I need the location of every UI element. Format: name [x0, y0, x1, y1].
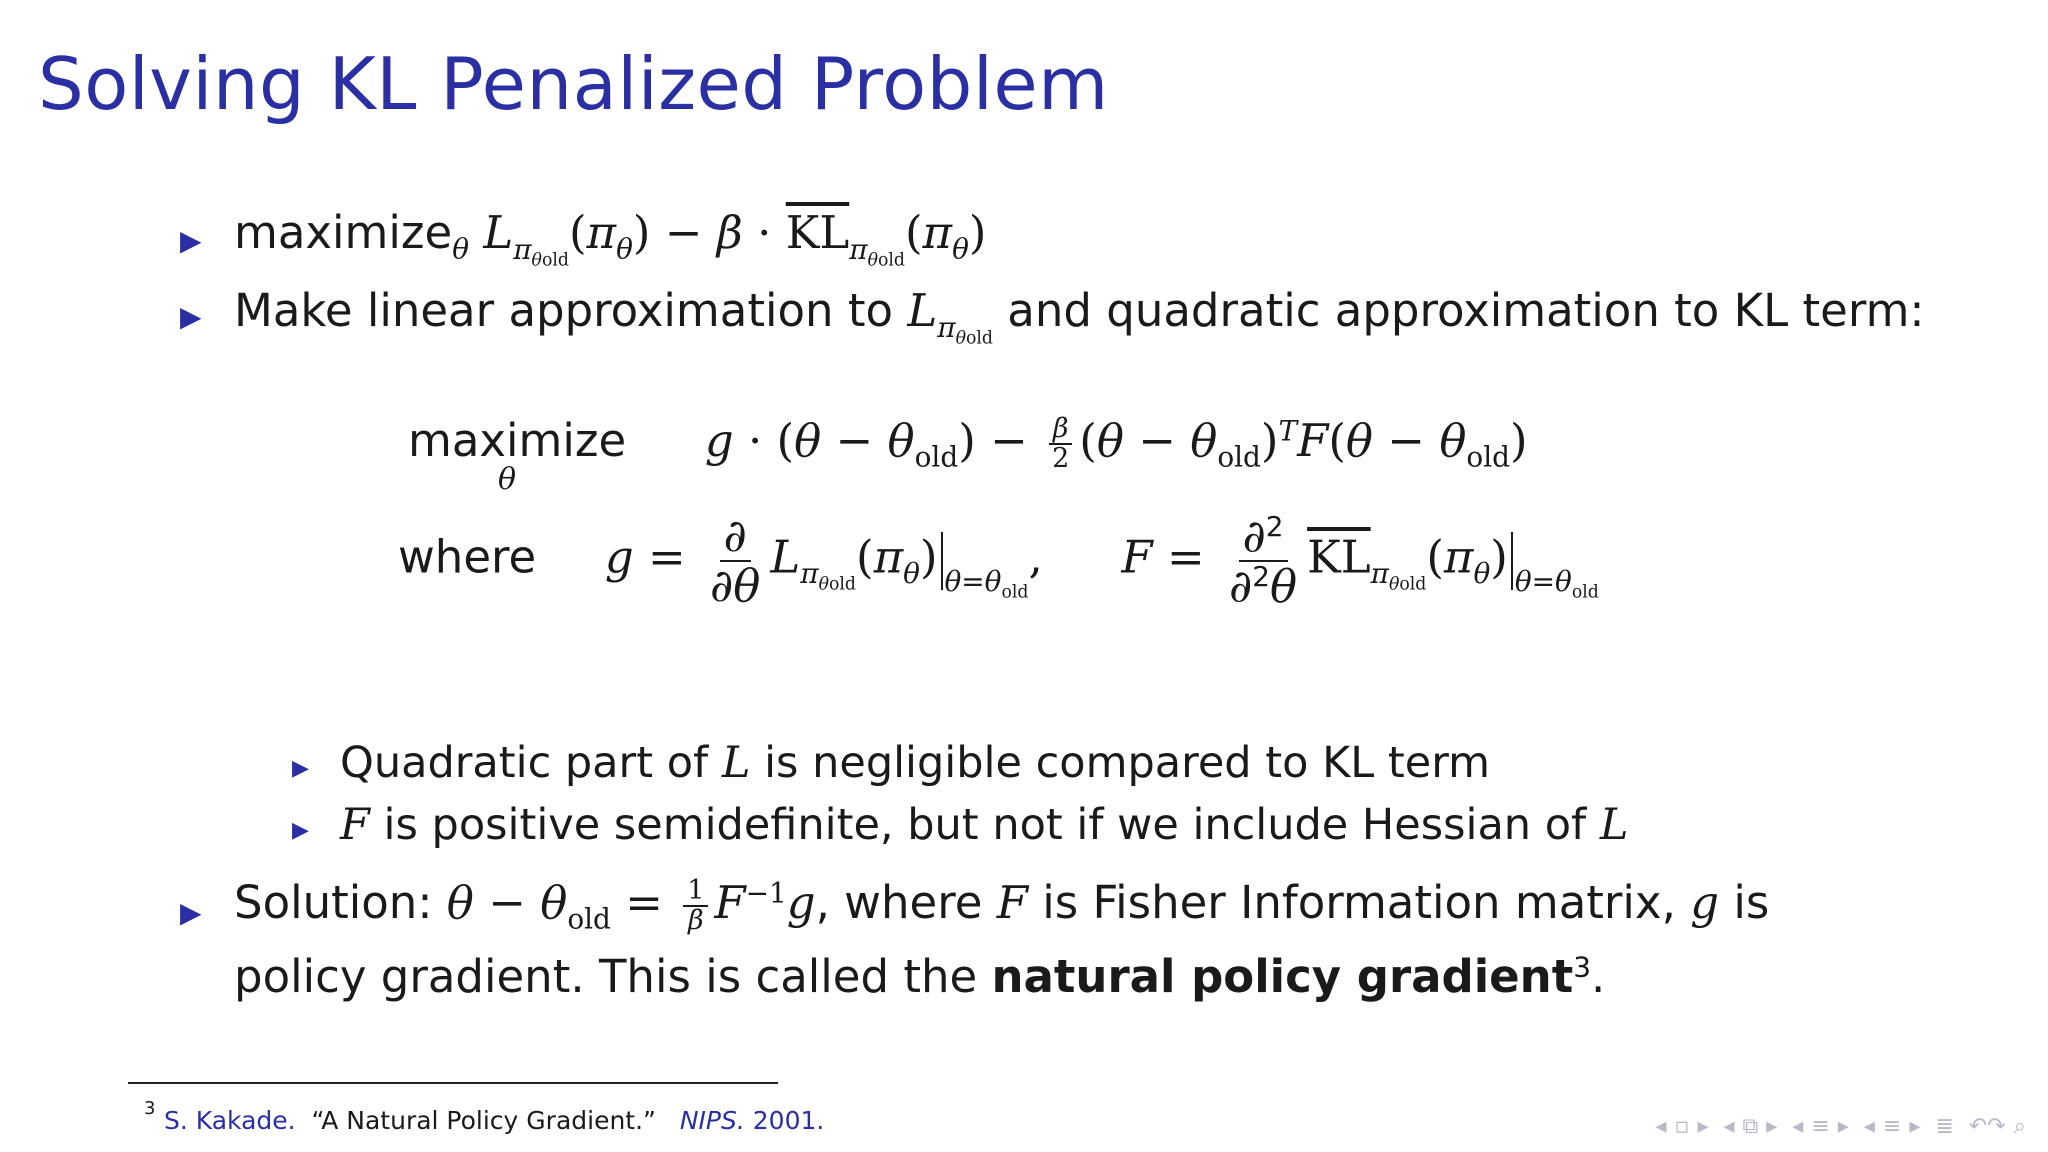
prev-section-icon[interactable]: ◂	[1792, 1114, 1804, 1139]
footnote: 3 S. Kakade. “A Natural Policy Gradient.” NIPS. 2001.	[144, 1098, 825, 1135]
footnote-author[interactable]: S. Kakade.	[164, 1106, 296, 1135]
gradient-fisher-definitions: where g = $\frac{\partial}{\partial\theta}$ $L_{\pi_{\theta old}}(\pi_\theta)$ $_{\theta=\theta_{old}}$, F = $\frac{\partial^2}{\partial^2\theta}$ $\overline{KL}_{\pi_{\theta old}}(\pi_\theta)$ $_{\theta=\theta_{old}}$	[398, 509, 1599, 612]
back-icon[interactable]: ↶↷	[1968, 1114, 2006, 1139]
beamer-navigation	[1651, 1114, 2030, 1139]
sub-bullet-2: F is positive semidefinite, but not if we include Hessian of L	[340, 800, 1629, 850]
toc-icon[interactable]: ≣	[1935, 1114, 1954, 1139]
bullet-2-marker: ▶	[180, 300, 202, 333]
sub-bullet-2-marker: ▶	[292, 818, 309, 843]
sub-bullet-1-marker: ▶	[292, 756, 309, 781]
prev-slide-icon[interactable]: ◂	[1723, 1114, 1735, 1139]
solution-line-2: policy gradient. This is called the natural policy gradient$^3$.	[234, 950, 1606, 1003]
objective-equation: maximize θ $g \cdot (\theta - \theta_{old})$ − $\frac{\beta}{2}$ $(\theta - \theta_{old})^TF(\theta - \theta_{old})$	[408, 412, 1528, 497]
sub-bullet-1: Quadratic part of L is negligible compared to KL term	[340, 738, 1491, 788]
next-subsection-icon[interactable]: ▸	[1909, 1114, 1921, 1139]
next-frame-icon[interactable]: ▸	[1697, 1114, 1709, 1139]
natural-policy-gradient-term: natural policy gradient	[991, 950, 1574, 1003]
bullet-2: Make linear approximation to $L_{\pi_{\theta old}}$ and quadratic approximation to KL term:	[234, 284, 1925, 349]
next-section-icon[interactable]: ▸	[1837, 1114, 1849, 1139]
section-icon[interactable]: ≡	[1811, 1114, 1830, 1139]
search-icon[interactable]: ⌕	[2013, 1114, 2026, 1139]
slide-title: Solving KL Penalized Problem	[38, 42, 1109, 126]
next-slide-icon[interactable]: ▸	[1766, 1114, 1778, 1139]
bullet-1-marker: ▶	[180, 224, 202, 257]
bullet-1: maximize$_\theta$ $L_{\pi_{\theta old}}(\pi_\theta) - \beta \cdot \overline{KL}_{\pi_{\theta old}}(\pi_\theta)$	[234, 206, 987, 271]
subsection-icon[interactable]: ≡	[1882, 1114, 1902, 1139]
frame-icon[interactable]: ▫	[1674, 1114, 1690, 1139]
bullet-3-marker: ▶	[180, 896, 202, 929]
prev-subsection-icon[interactable]: ◂	[1863, 1114, 1875, 1139]
prev-frame-icon[interactable]: ◂	[1655, 1114, 1667, 1139]
solution-line-1: Solution: $\theta - \theta_{old}$ = $\frac{1}{\beta}$ $F^{-1}g$, where F is Fisher Information matrix, g is	[234, 874, 1770, 936]
footnote-rule	[128, 1082, 778, 1084]
slide-icon[interactable]: ⧉	[1742, 1114, 1759, 1139]
